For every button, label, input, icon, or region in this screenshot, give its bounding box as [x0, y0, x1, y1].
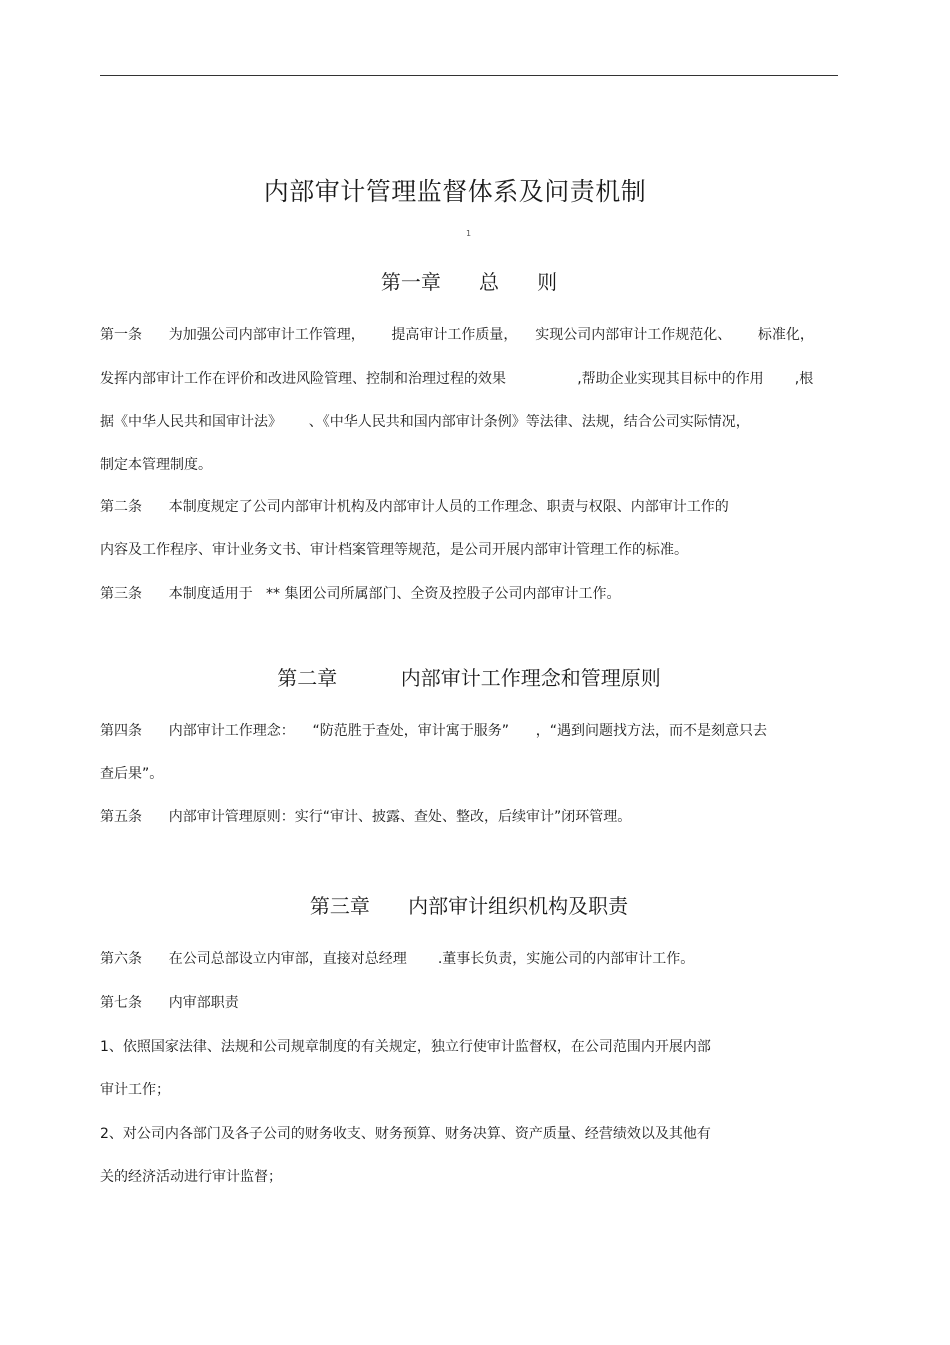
- article-1-line-1: 第一条 为加强公司内部审计工作管理， 提高审计工作质量， 实现公司内部审计工作规范化、 标准化，: [100, 327, 814, 343]
- article-4-line-2: 查后果”。: [100, 766, 164, 782]
- article-3-line-1: 第三条 本制度适用于 ** 集团公司所属部门、全资及控股子公司内部审计工作。: [100, 586, 621, 602]
- document-title: 内部审计管理监督体系及问责机制: [263, 177, 647, 206]
- article-1-line-3: 据《中华人民共和国审计法》 、《中华人民共和国内部审计条例》等法律、法规，结合公司实际情况，: [100, 414, 750, 430]
- header-rule: [100, 75, 838, 76]
- article-2-line-1: 第二条 本制度规定了公司内部审计机构及内部审计人员的工作理念、职责与权限、内部审计工作的: [100, 499, 729, 515]
- article-7-line-1: 第七条 内审部职责: [100, 995, 239, 1011]
- article-1-line-2: 发挥内部审计工作在评价和改进风险管理、控制和治理过程的效果 ,帮助企业实现其目标中的作用 ,根: [100, 371, 814, 387]
- duty-1-line-2: 审计工作；: [100, 1082, 170, 1098]
- article-1-line-4: 制定本管理制度。: [100, 457, 212, 473]
- duty-1-line-1: 1、依照国家法律、法规和公司规章制度的有关规定，独立行使审计监督权，在公司范围内开展内部: [100, 1039, 711, 1055]
- duty-2-line-2: 关的经济活动进行审计监督；: [100, 1169, 282, 1185]
- article-2-line-2: 内容及工作程序、审计业务文书、审计档案管理等规范，是公司开展内部审计管理工作的标准。: [100, 542, 688, 558]
- chapter-1-heading: 第一章 总 则: [380, 270, 558, 294]
- article-6-line-1: 第六条 在公司总部设立内审部，直接对总经理 .董事长负责，实施公司的内部审计工作。: [100, 951, 695, 967]
- article-5-line-1: 第五条 内部审计管理原则：实行“审计、披露、查处、整改，后续审计”闭环管理。: [100, 809, 632, 825]
- chapter-3-heading: 第三章 内部审计组织机构及职责: [309, 894, 629, 918]
- chapter-2-heading: 第二章 内部审计工作理念和管理原则: [277, 666, 661, 690]
- duty-2-line-1: 2、对公司内各部门及各子公司的财务收支、财务预算、财务决算、资产质量、经营绩效以及其他有: [100, 1126, 711, 1142]
- page-mark: 1: [466, 229, 472, 238]
- article-4-line-1: 第四条 内部审计工作理念： “防范胜于查处，审计寓于服务” ，“遇到问题找方法，而不是刻意只去: [100, 723, 767, 739]
